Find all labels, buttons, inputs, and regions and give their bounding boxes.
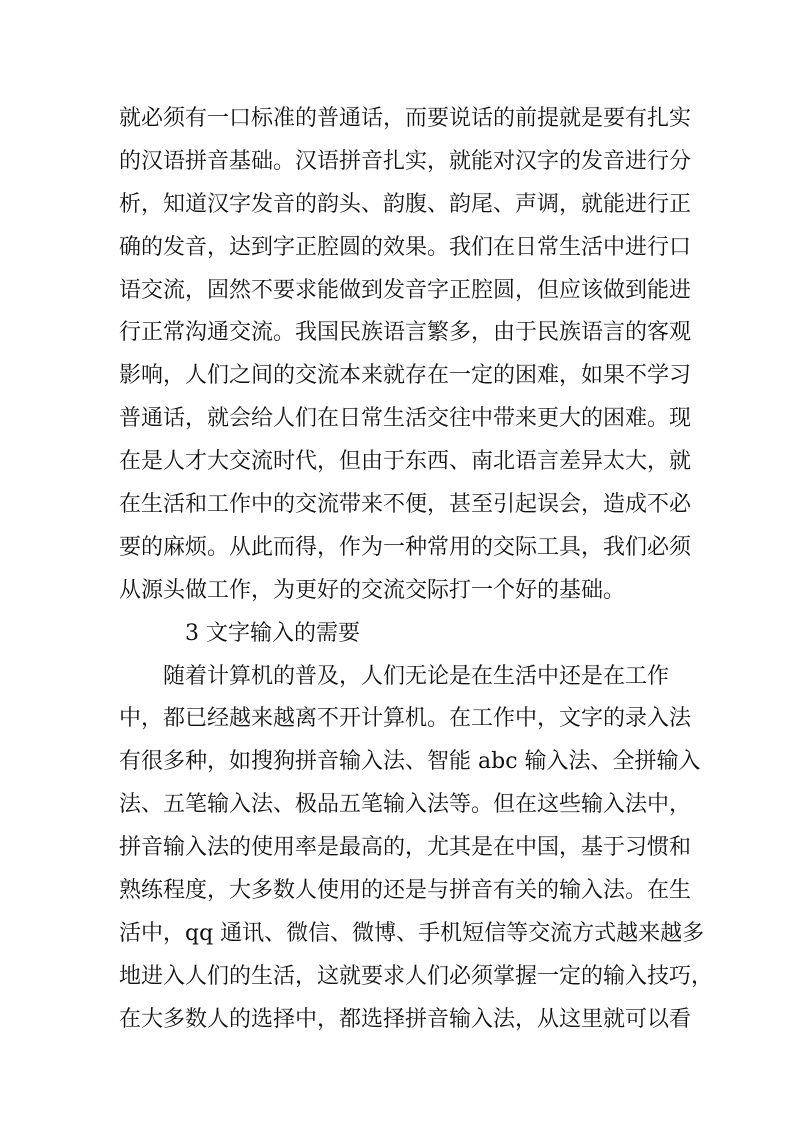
paragraph-line: 行正常沟通交流。我国民族语言繁多，由于民族语言的客观 — [119, 320, 692, 346]
paragraph-line: 就必须有一口标准的普通话，而要说话的前提就是要有扎实 — [119, 106, 692, 131]
paragraph-line: 拼音输入法的使用率是最高的，尤其是在中国，基于习惯和 — [119, 835, 692, 861]
document-body — [119, 98, 714, 1042]
paragraph-line: 有很多种，如搜狗拼音输入法、智能 abc 输入法、全拼输入 — [119, 749, 701, 775]
paragraph-line: 从源头做工作，为更好的交流交际打一个好的基础。 — [119, 577, 626, 603]
paragraph-line: 随着计算机的普及，人们无论是在生活中还是在工作 — [163, 663, 670, 689]
paragraph-line: 中，都已经越来越离不开计算机。在工作中，文字的录入法 — [119, 706, 692, 732]
paragraph-line: 法、五笔输入法、极品五笔输入法等。但在这些输入法中， — [119, 792, 692, 818]
paragraph-line: 地进入人们的生活，这就要求人们必须掌握一定的输入技巧， — [119, 963, 714, 989]
paragraph-line: 活中，qq 通讯、微信、微博、手机短信等交流方式越来越多 — [119, 920, 705, 946]
paragraph-line: 在是人才大交流时代，但由于东西、南北语言差异太大，就 — [119, 449, 692, 475]
paragraph-line: 影响，人们之间的交流本来就存在一定的困难，如果不学习 — [119, 363, 692, 389]
paragraph-line: 普通话，就会给人们在日常生活交往中带来更大的困难。现 — [119, 406, 692, 432]
section-heading: 3 文字输入的需要 — [185, 620, 360, 646]
paragraph-line: 的汉语拼音基础。汉语拼音扎实，就能对汉字的发音进行分 — [119, 148, 692, 174]
paragraph-line: 在大多数人的选择中，都选择拼音输入法，从这里就可以看 — [119, 1006, 692, 1032]
paragraph-line: 要的麻烦。从此而得，作为一种常用的交际工具，我们必须 — [119, 534, 692, 560]
paragraph-line: 语交流，固然不要求能做到发音字正腔圆，但应该做到能进 — [119, 277, 692, 303]
paragraph-line: 熟练程度，大多数人使用的还是与拼音有关的输入法。在生 — [119, 878, 692, 904]
paragraph-line: 确的发音，达到字正腔圆的效果。我们在日常生活中进行口 — [119, 234, 692, 260]
paragraph-line: 析，知道汉字发音的韵头、韵腹、韵尾、声调，就能进行正 — [119, 191, 692, 217]
paragraph-line: 在生活和工作中的交流带来不便，甚至引起误会，造成不必 — [119, 492, 692, 518]
